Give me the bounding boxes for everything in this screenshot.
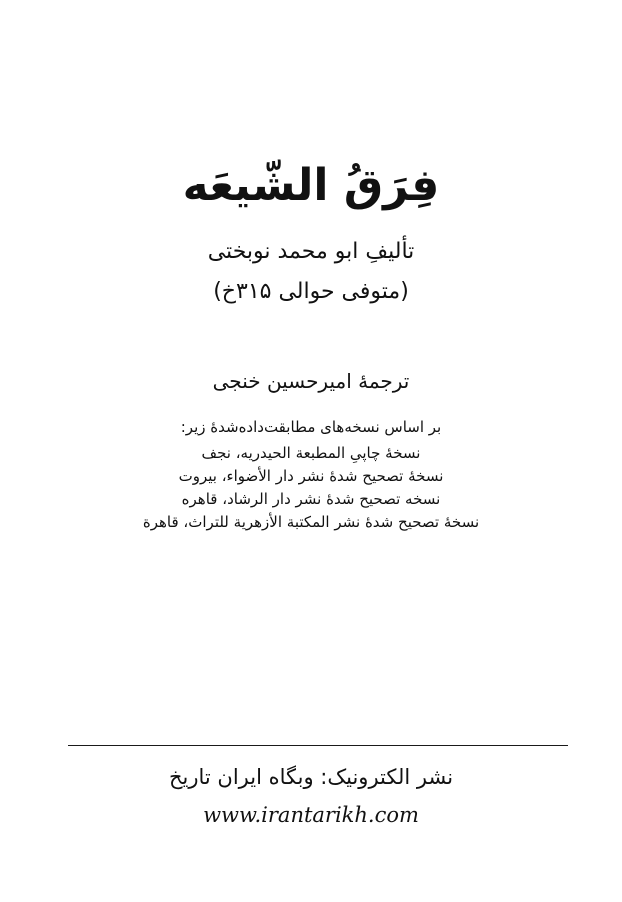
author-death-date: (متوفی حوالی ۳۱۵خ) xyxy=(213,279,409,304)
book-title: فِرَقُ الشّیعَه xyxy=(182,160,440,211)
source-item: نسخهٔ تصحیح شدهٔ نشر المکتبة الأزهریة للتراث، قاهرة xyxy=(142,513,480,531)
website-url: www.irantarikh.com xyxy=(203,803,419,827)
translator-line: ترجمهٔ امیرحسین خنجی xyxy=(212,369,410,393)
source-item: نسخهٔ چاپیِ المطبعة الحیدریه، نجف xyxy=(201,444,421,462)
author-line: تألیفِ ابو محمد نوبختی xyxy=(207,239,415,264)
source-item: نسخهٔ تصحیح شدهٔ نشر دار الأضواء، بیروت xyxy=(178,467,444,485)
publisher-line: نشر الکترونیک: وبگاه ایران تاریخ xyxy=(168,765,454,789)
footer-divider xyxy=(68,745,568,746)
sources-list xyxy=(0,442,622,534)
sources-heading: بر اساس نسخه‌های مطابقت‌داده‌شدهٔ زیر: xyxy=(180,418,442,436)
source-item: نسخه تصحیح شدهٔ نشر دار الرشاد، قاهره xyxy=(181,490,441,508)
